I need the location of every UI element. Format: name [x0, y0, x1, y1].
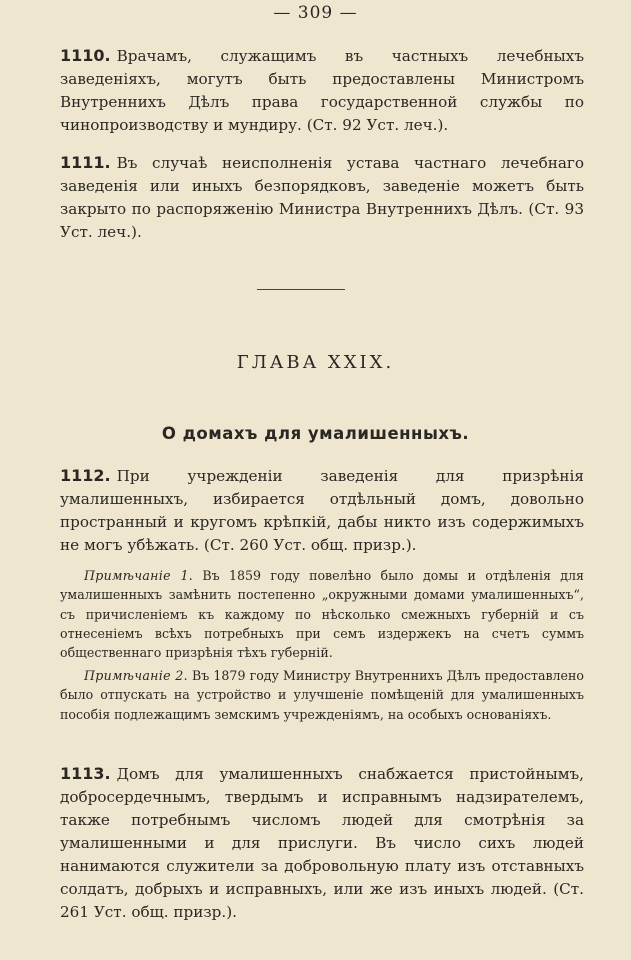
article-number: 1112. [60, 466, 111, 485]
article-text: При учрежденіи заведенія для призрѣнія умалишенныхъ, избирается отдѣльный домъ, довольно пространный и кругомъ крѣпкій, дабы никто изъ содержимыхъ не могъ убѣжать. (Ст. 260 Уст. общ. призр.). [60, 467, 584, 554]
note-1 [60, 566, 584, 662]
note-text: Въ 1879 году Министру Внутреннихъ Дѣлъ предоставлено было отпускать на устройство и улучшеніе помѣщеній для умалишенныхъ пособія подлежащимъ земскимъ учрежденіямъ, на особыхъ основаніяхъ. [60, 668, 584, 722]
page-number: — 309 — [273, 3, 358, 23]
article-number: 1113. [60, 764, 111, 783]
note-text: Въ 1859 году повелѣно было домы и отдѣленія для умалишенныхъ замѣнить постепенно „окружными домами умалишенныхъ“, съ причисленіемъ къ каждому по нѣсколько смежныхъ губерній и съ отнесеніемъ всѣхъ потребныхъ при семъ издержекъ на счетъ суммъ общественнаго призрѣнія тѣхъ губерній. [60, 568, 584, 661]
note-label: Примѣчаніе 2. [84, 668, 188, 683]
note-label: Примѣчаніе 1. [84, 568, 194, 583]
article-number: 1110. [60, 46, 111, 65]
article-number: 1111. [60, 153, 111, 172]
article-1113 [60, 762, 584, 924]
note-2 [60, 666, 584, 724]
section-divider [257, 289, 345, 290]
article-text: Домъ для умалишенныхъ снабжается пристойнымъ, добросердечнымъ, твердымъ и исправнымъ надзирателемъ, также потребнымъ числомъ людей для смотрѣнія за умалишенными и для прислуги. Въ число сихъ людей нанимаются служители за добровольную плату изъ отставныхъ солдатъ, добрыхъ и исправныхъ, или же изъ иныхъ людей. (Ст. 261 Уст. общ. призр.). [60, 765, 584, 921]
article-text: Въ случаѣ неисполненія устава частнаго лечебнаго заведенія или иныхъ безпорядковъ, заведеніе можетъ быть закрыто по распоряженію Министра Внутреннихъ Дѣлъ. (Ст. 93 Уст. леч.). [60, 154, 584, 241]
article-text: Врачамъ, служащимъ въ частныхъ лечебныхъ заведеніяхъ, могутъ быть предоставлены Министромъ Внутреннихъ Дѣлъ права государственной службы по чинопроизводству и мундиру. (Ст. 92 Уст. леч.). [60, 47, 584, 134]
article-1111 [60, 151, 584, 244]
chapter-subtitle: О домахъ для умалишенныхъ. [161, 424, 470, 443]
article-1112 [60, 464, 584, 557]
chapter-title: ГЛАВА XXIX. [236, 352, 395, 373]
article-1110 [60, 44, 584, 137]
